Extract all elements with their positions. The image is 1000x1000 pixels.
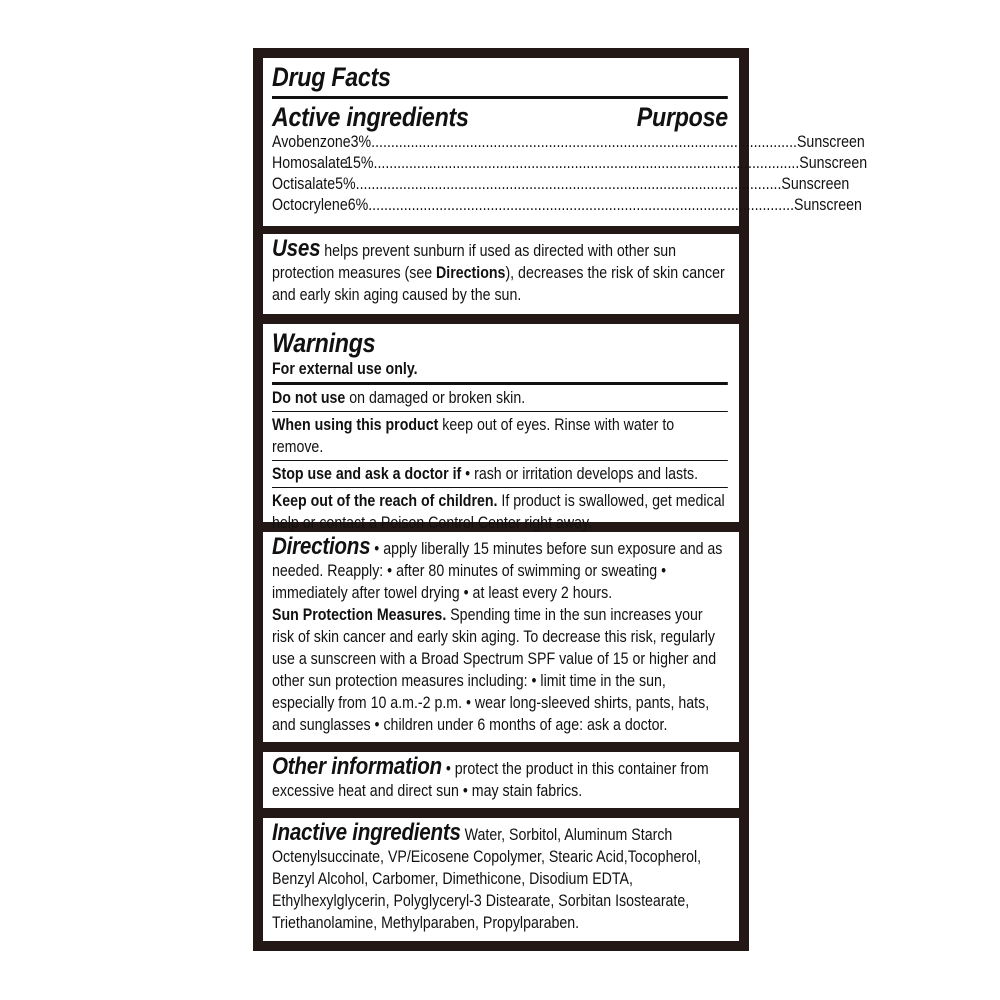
ingredient-row (272, 132, 865, 153)
leader-dots: ............................................................................................................ (355, 175, 782, 193)
ingredient-row (272, 174, 850, 195)
title-rule (272, 96, 728, 99)
when-using-label: When using this product (272, 416, 439, 434)
uses-text-1: helps prevent sunburn if used as directed with other sun protection measures (see (272, 242, 677, 282)
other-information-heading: Other information (272, 753, 442, 780)
drug-facts-title: Drug Facts (272, 62, 391, 92)
ingredient-purpose: Sunscreen (794, 196, 862, 214)
keep-out-text: If product is swallowed, get medical help or contact a Poison Control Center right away. (272, 492, 725, 532)
ingredient-list (272, 132, 868, 216)
ingredient-row (272, 153, 868, 174)
when-using-text: keep out of eyes. Rinse with water to remove. (272, 416, 675, 456)
ingredient-name: Octisalate (272, 175, 336, 193)
uses-directions-ref: Directions (436, 264, 506, 282)
active-header-row (272, 102, 728, 132)
ingredient-name: Homosalate (272, 154, 348, 172)
uses-box (263, 234, 739, 314)
ingredient-purpose: Sunscreen (799, 154, 868, 172)
external-use-text: For external use only. (272, 360, 418, 378)
warnings-heading: Warnings (272, 328, 376, 358)
inactive-ingredients-text: Water, Sorbitol, Aluminum Starch Octenylsuccinate, VP/Eicosene Copolymer, Stearic Acid,Tocopherol, Benzyl Alcohol, Carbomer, Dimethicone, Disodium EDTA, Ethylhexylglycerin, Polyglyceryl-3 Distearate, Sorbitan Isostearate, Triethanolamine, Methylparaben, Propylparaben. (272, 826, 702, 932)
uses-text-2: ), decreases the risk of skin cancer and early skin aging caused by the sun. (272, 264, 725, 304)
warnings-box (263, 324, 739, 532)
ingredient-amount: 6% (347, 196, 369, 214)
ingredient-amount: 3% (350, 133, 372, 151)
stop-use-label: Stop use and ask a doctor if (272, 465, 462, 483)
do-not-use (272, 385, 728, 411)
when-using (272, 412, 728, 460)
spm-label: Sun Protection Measures. (272, 606, 447, 624)
stop-use-text: • rash or irritation develops and lasts. (461, 465, 699, 483)
ingredient-row (272, 195, 862, 216)
ingredient-purpose: Sunscreen (781, 175, 850, 193)
inactive-ingredients-box (263, 818, 739, 941)
keep-out-label: Keep out of the reach of children. (272, 492, 498, 510)
keep-out (272, 488, 728, 536)
ingredient-amount: 5% (335, 175, 356, 193)
purpose-heading: Purpose (636, 102, 728, 132)
ingredient-purpose: Sunscreen (796, 133, 865, 151)
other-information-text: • protect the product in this container from excessive heat and direct sun • may stain fabrics. (272, 760, 709, 800)
active-ingredients-heading: Active ingredients (272, 102, 469, 132)
ingredient-amount: 15% (345, 154, 374, 172)
uses-heading: Uses (272, 235, 321, 262)
ingredient-name: Avobenzone (272, 133, 351, 151)
drug-facts-label (253, 48, 868, 951)
other-information-box (263, 752, 739, 808)
sun-protection-measures (272, 604, 728, 736)
do-not-use-text: on damaged or broken skin. (345, 389, 526, 407)
directions-text: • apply liberally 15 minutes before sun exposure and as needed. Reapply: • after 80 minutes of swimming or sweating • immediately after towel drying • at least every 2 hours. (272, 540, 723, 602)
leader-dots: ............................................................................................................ (371, 133, 797, 151)
directions-heading: Directions (272, 533, 371, 560)
leader-dots: ............................................................................................................ (373, 154, 800, 172)
ingredient-name: Octocrylene (272, 196, 348, 214)
directions-box (263, 532, 739, 742)
stop-use (272, 461, 728, 487)
active-ingredients-box (263, 58, 868, 226)
spm-text: Spending time in the sun increases your risk of skin cancer and early skin aging. To decrease this risk, regularly use a sunscreen with a Broad Spectrum SPF value of 15 or higher and other sun protection measures including: • limit time in the sun, especially from 10 a.m.-2 p.m. • wear long-sleeved shirts, pants, hats, and sunglasses • children under 6 months of age: ask a doctor. (272, 606, 717, 734)
do-not-use-label: Do not use (272, 389, 346, 407)
inactive-ingredients-heading: Inactive ingredients (272, 819, 461, 846)
leader-dots: ............................................................................................................ (368, 196, 795, 214)
